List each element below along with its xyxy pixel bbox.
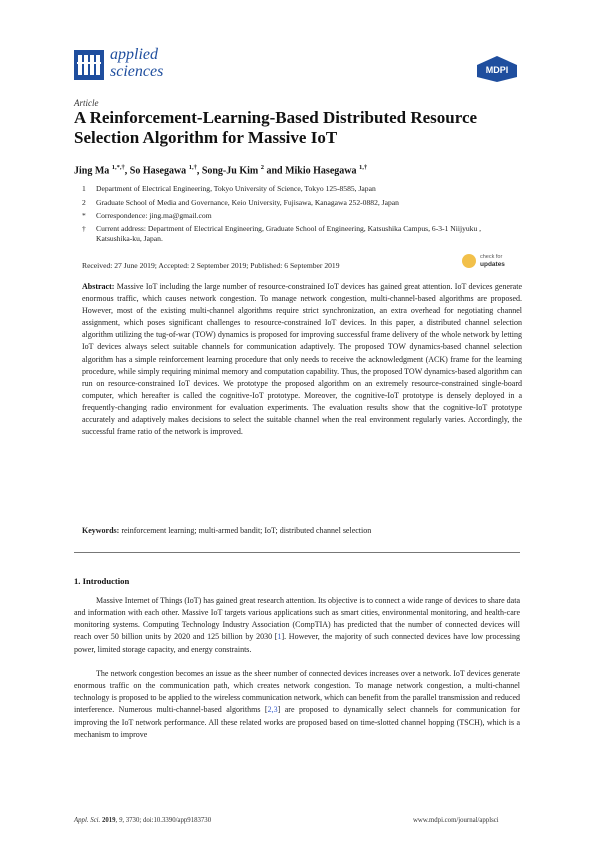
keywords-text: reinforcement learning; multi-armed bandit; IoT; distributed channel selection [121,526,372,535]
author-affiliation-marker: 1,*,† [111,164,125,171]
publication-dates: Received: 27 June 2019; Accepted: 2 September 2019; Published: 6 September 2019 [82,261,340,270]
keywords-label: Keywords: [82,526,120,535]
journal-name-line2: sciences [110,63,164,80]
current-address-text: Current address: Department of Electrical Engineering, Graduate School of Engineering, Katsushika Campus, 6-3-1 Niijyuku , Katsushika-ku, Japan. [96,224,482,243]
author-separator: , [124,165,130,177]
footer-journal: Appl. Sci. [74,817,101,824]
publisher-name: MDPI [485,65,509,75]
author-separator: and [263,165,286,177]
paragraph [74,668,520,741]
affiliation-mark: † [82,224,86,233]
author-separator: , [196,165,202,177]
check-updates-label-line2: updates [480,261,505,268]
paragraph-text: ] are proposed to dynamically select channels for communication for improving the IoT network performance. All these related works are proposed based on time-slotted channel hopping (TSCH), which is a mechanism to improve [74,705,520,739]
mdpi-logo-icon [475,55,519,83]
author-name: Mikio Hasegawa [285,165,357,177]
affiliation-mark: 2 [82,198,86,207]
author-name: Jing Ma [74,165,110,177]
section-divider [74,552,520,553]
keywords [82,526,522,535]
footer-url[interactable]: www.mdpi.com/journal/applsci [413,817,499,824]
paragraph-text: ]. However, the majority of such connected devices have low processing power, limited storage capacity, and energy constraints. [74,632,520,654]
check-updates-label-line1: check for [480,254,503,260]
section-heading: 1. Introduction [74,576,130,586]
paper-title: A Reinforcement-Learning-Based Distributed Resource Selection Algorithm for Massive IoT [74,108,478,147]
affiliation-mark: 1 [82,184,86,193]
footer-citation: Appl. Sci. 2019, 9, 3730; doi:10.3390/app9183730 [74,817,212,824]
current-address-item [82,224,528,244]
citation-link[interactable]: 2,3 [267,705,278,715]
journal-name [110,46,163,80]
footer-year: 2019 [101,817,116,824]
article-type: Article [74,98,99,108]
paragraph-text: The network congestion becomes an issue as the sheer number of connected devices increases over a network. IoT devices generate enormous traffic on the communication path, which creates network congestion. To manage network congestion, a multi-channel technology is proposed to be applied to the wireless communication network, which can benefit from the parallel transmission and reduced interference. Numerous multi-channel-based algorithms [ [74,669,520,715]
abstract-text: Massive IoT including the large number of resource-constrained IoT devices has gained great attention. IoT devices generate enormous traffic, which causes network congestion. To manage network congestion, multi-channel-based algorithms are proposed. However, most of the existing multi-channel algorithms require strict synchronization, an extra overhead for negotiating channel assignment, which poses significant challenges to resource-constrained IoT devices. In this paper, a distributed channel selection algorithm utilizing the tug-of-war (TOW) dynamics is proposed for improving successful frame delivery of the whole network by letting IoT devices always select suitable channels for communication adaptively. The proposed TOW dynamics-based channel selection algorithm has a simple reinforcement learning procedure that only needs to receive the acknowledgment (ACK) frame for the learning procedure, while simply requiring minimal memory and computation capability. Thus, the proposed TOW dynamics-based algorithm can run on resource-constrained IoT devices. We prototype the proposed algorithm on an extremely resource-constrained single-board computer, which hereafter is called the cognitive-IoT prototype. Moreover, the cognitive-IoT prototype is densely deployed in a frequently-changing radio environment for evaluation experiments. The evaluation results show that the cognitive-IoT prototype accurately and adaptively makes decisions to select the suitable channel when the real environment regularly varies. Accordingly, the successful frame ratio of the network is improved. [82,282,522,437]
journal-logo [74,46,184,88]
citation-link[interactable]: 1 [277,632,282,642]
author-list [74,164,367,176]
paragraph [74,595,520,656]
affiliation-mark: * [82,211,86,220]
abstract-label: Abstract: [82,282,115,291]
journal-name-line1: applied [110,46,158,63]
author-name: Song-Ju Kim [201,165,259,177]
affiliation-text: Department of Electrical Engineering, Tokyo University of Science, Tokyo 125-8585, Japan [96,184,376,193]
correspondence-text: Correspondence: jing.ma@gmail.com [96,211,212,220]
footer-doi: , 3730; doi:10.3390/app9183730 [122,817,212,824]
footer-volume: 9 [118,817,123,824]
affiliation-text: Graduate School of Media and Governance, Keio University, Fujisawa, Kanagawa 252-0882, Japan [96,198,399,207]
author-affiliation-marker: 1,† [358,164,368,171]
check-for-updates-button[interactable] [462,252,522,272]
author-affiliation-marker: 2 [260,164,264,171]
check-updates-icon [462,254,476,268]
journal-logo-icon [74,50,104,80]
paragraph-text: Massive Internet of Things (IoT) has gained great research attention. Its objective is to connect a wide range of devices to share data and information with each other. Massive IoT targets various applications such as smart cities, environmental monitoring, and health-care monitoring systems. Computing Technology Industry Association (CompTIA) has predicted that the number of connected devices will reach over 50 billion units by 2020 and 125 billion by 2030 [ [74,596,520,642]
author-affiliation-marker: 1,† [188,164,197,171]
correspondence-item [82,211,522,221]
affiliation-item [82,198,522,208]
affiliation-item [82,184,522,194]
abstract [82,281,522,438]
author-name: So Hasegawa [129,165,187,177]
